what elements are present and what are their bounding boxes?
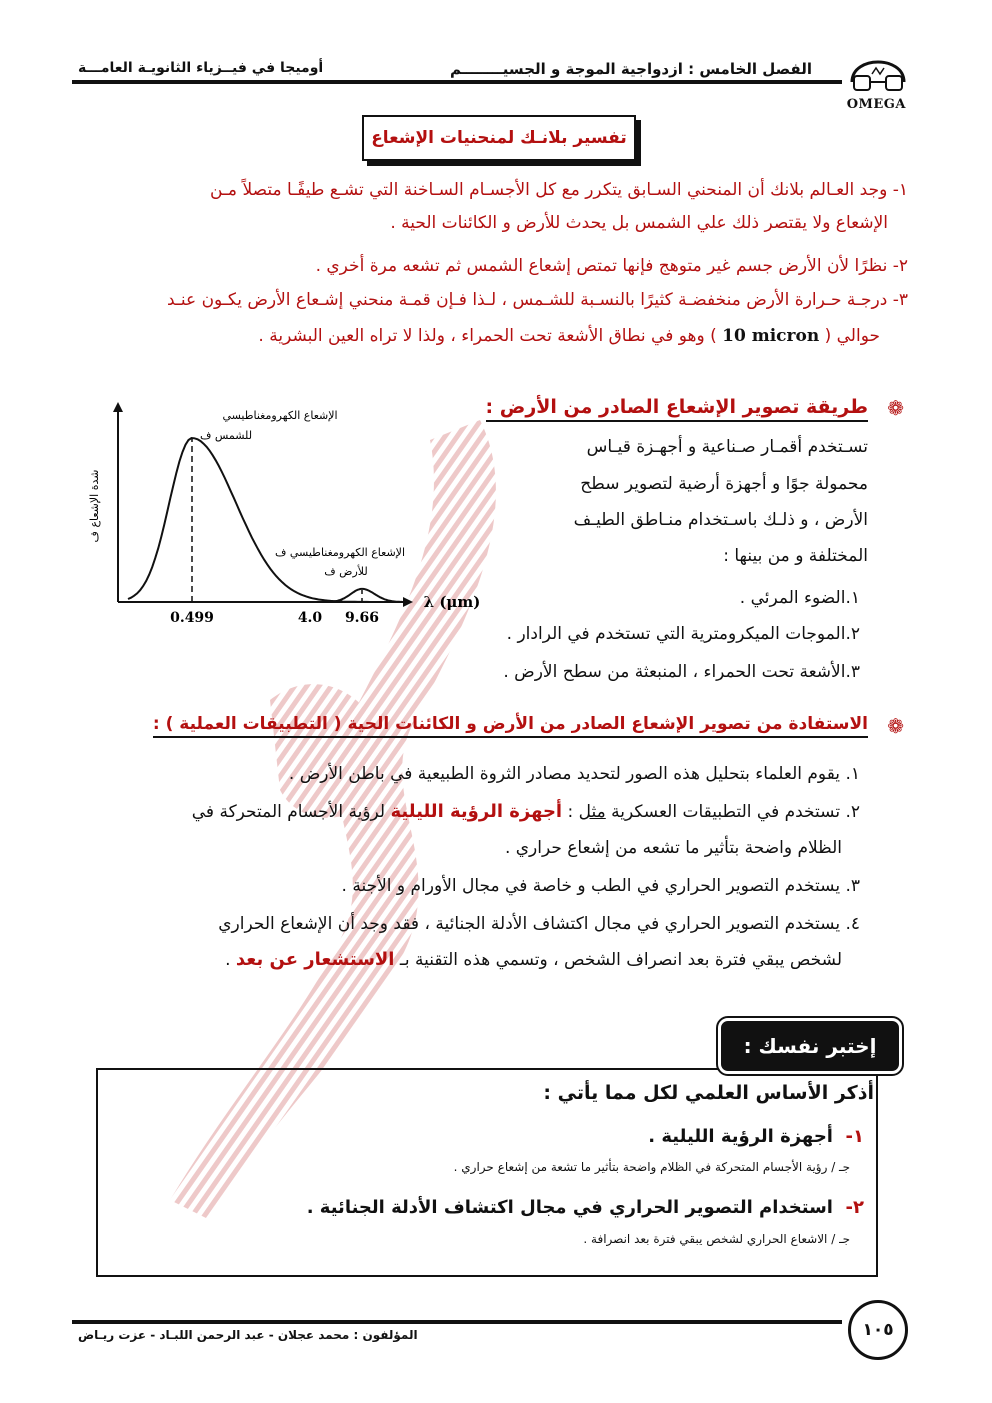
- answer-1: جـ / رؤية الأجسام المتحركة في الظلام واضحة بتأثير ما تشعة من إشعاع حراري .: [453, 1160, 850, 1174]
- flower-bullet-icon: ❁: [887, 714, 904, 738]
- footer-rule: [72, 1320, 842, 1324]
- x-tick-966: 9.66: [344, 610, 380, 626]
- intro-line-1: ١- وجد العـالم بلانك أن المنحني السـابق يتكرر مع كل الأجسـام السـاخنة التي تشـع طيفًـا متصلاً مـن: [210, 180, 908, 200]
- sun-annotation-1: الإشعاع الكهرومغناطيسي: [222, 409, 338, 422]
- section2-item-2: ٢. تستخدم في التطبيقات العسكرية مثل : أجهزة الرؤية الليلية لرؤية الأجسام المتحركة في: [191, 801, 860, 822]
- intro-line-5: حوالي ( 10 micron ) وهو في نطاق الأشعة تحت الحمراء ، ولذا لا تراه العين البشرية .: [258, 326, 880, 346]
- earth-annotation-1: الإشعاع الكهرومغناطيسي ف: [274, 546, 406, 559]
- section1-line-1: تسـتخدم أقمـار صـناعية و أجهـزة قيـاس: [586, 437, 868, 457]
- header-rule: [72, 80, 842, 84]
- earth-curve: [326, 589, 402, 602]
- footer-authors: المؤلفون : محمد عجلان - عبد الرحمن اللبـاد - عزت ريـاض: [78, 1328, 418, 1342]
- section2-item-2-line-2: الظلام واضحة بتأثير ما تشعه من إشعاع حراري .: [504, 838, 842, 858]
- x-axis-arrow: [403, 597, 413, 607]
- book-title: أوميجا في فيــزياء الثانويـة العامـــة: [78, 60, 324, 76]
- section2-item-4-line-2: لشخص يبقي فترة بعد انصراف الشخص ، وتسمي هذه التقنية بـ الاستشعار عن بعد .: [225, 949, 842, 970]
- section1-item-2: ٢.الموجات الميكرومترية التي تستخدم في الرادار .: [506, 624, 860, 644]
- micron-value: 10 micron: [722, 326, 820, 346]
- intro-line-2: الإشعاع ولا يقتصر ذلك علي الشمس بل يحدث للأرض و الكائنات الحية .: [390, 213, 888, 233]
- y-axis-label: شدة الإشعاع ف: [88, 469, 101, 543]
- x-axis-label: λ (μm): [423, 593, 481, 611]
- section1-line-3: الأرض ، و ذلـك باسـتخدام منـاطق الطيـف: [573, 510, 868, 530]
- section1-item-1: ١.الضوء المرئي .: [739, 588, 860, 608]
- section1-line-2: محمولة جوًا و أجهزة أرضية لتصوير سطح: [580, 474, 868, 494]
- question-2: ٢- استخدام التصوير الحراري في مجال اكتشاف الأدلة الجنائية .: [306, 1197, 864, 1218]
- section1-line-4: المختلفة و من بينها :: [723, 546, 868, 566]
- x-tick-40: 4.0: [297, 610, 323, 626]
- question-1: ١- أجهزة الرؤية الليلية .: [648, 1126, 864, 1147]
- radiation-chart: [80, 398, 500, 633]
- self-test-label: إختبر نفسك :: [718, 1018, 902, 1074]
- intro-line-3: ٢- نظرًا لأن الأرض جسم غير متوهج فإنها تمتص إشعاع الشمس ثم تشعه مرة أخري .: [315, 256, 908, 276]
- section2-item-4: ٤. يستخدم التصوير الحراري في مجال اكتشاف الأدلة الجنائية ، فقد وجد أن الإشعاع الحراري: [218, 914, 860, 934]
- intro-line-4: ٣- درجـة حـرارة الأرض منخفضـة كثيرًا بالنسـبة للشـمس ، لـذا فـإن قمـة منحني إشـعاع الأرض يكـون عنـد: [166, 290, 908, 310]
- self-test-prompt: أذكر الأساس العلمي لكل مما يأتي :: [543, 1082, 874, 1104]
- earth-annotation-2: للأرض ف: [324, 565, 368, 578]
- section2-item-3: ٣. يستخدم التصوير الحراري في الطب و خاصة في مجال الأورام و الأجنة .: [341, 876, 860, 896]
- section1-item-3: ٣.الأشعة تحت الحمراء ، المنبعثة من سطح الأرض .: [503, 662, 860, 682]
- flower-bullet-icon: ❁: [887, 396, 904, 420]
- x-tick-0499: 0.499: [170, 610, 214, 626]
- page-title: تفسير بلانـك لمنحنيات الإشعاع: [362, 115, 636, 161]
- chapter-title: الفصل الخامس : ازدواجية الموجة و الجسيــــــــم: [450, 60, 812, 78]
- section2-heading: الاستفادة من تصوير الإشعاع الصادر من الأرض و الكائنات الحية ( التطبيقات العملية ) :: [153, 714, 868, 738]
- page-number: ١٠٥: [848, 1300, 908, 1360]
- answer-2: جـ / الاشعاع الحراري لشخص يبقي فترة بعد انصرافة .: [583, 1232, 850, 1246]
- omega-logo-icon: [848, 60, 908, 98]
- y-axis-arrow: [113, 402, 123, 412]
- logo-text: OMEGA: [846, 97, 906, 112]
- section2-item-1: ١. يقوم العلماء بتحليل هذه الصور لتحديد مصادر الثروة الطبيعية في باطن الأرض .: [288, 764, 860, 784]
- sun-annotation-2: للشمس ف: [199, 429, 253, 442]
- section1-heading: طريقة تصوير الإشعاع الصادر من الأرض :: [486, 396, 868, 422]
